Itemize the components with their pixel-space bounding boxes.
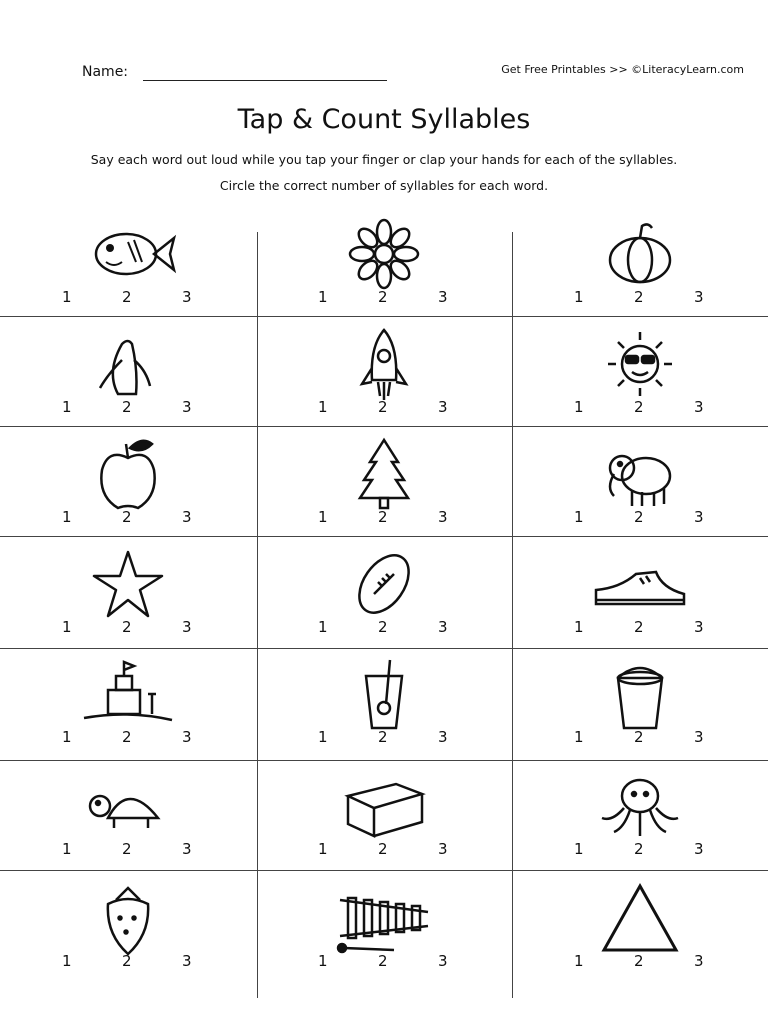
- choice-2[interactable]: 2: [634, 508, 644, 526]
- credit-text: Get Free Printables >> ©LiteracyLearn.com: [501, 63, 744, 76]
- choice-3[interactable]: 3: [438, 840, 448, 858]
- rocket-icon: [334, 324, 434, 404]
- syllable-item: [0, 872, 256, 982]
- instruction-line-2: Circle the correct number of syllables for each word.: [219, 178, 549, 193]
- choice-3[interactable]: 3: [182, 840, 192, 858]
- choice-2[interactable]: 2: [122, 840, 132, 858]
- choice-2[interactable]: 2: [378, 288, 388, 306]
- syllable-item: [256, 428, 512, 538]
- shoe-icon: [590, 544, 690, 624]
- choice-2[interactable]: 2: [634, 288, 644, 306]
- syllable-item: [256, 318, 512, 428]
- octopus-icon: [590, 766, 690, 846]
- choice-1[interactable]: 1: [574, 952, 584, 970]
- choice-1[interactable]: 1: [62, 398, 72, 416]
- syllable-grid: [0, 208, 768, 998]
- syllable-item: [256, 872, 512, 982]
- choice-1[interactable]: 1: [318, 728, 328, 746]
- choice-1[interactable]: 1: [62, 618, 72, 636]
- row-divider: [0, 870, 768, 871]
- choice-2[interactable]: 2: [122, 288, 132, 306]
- flower-icon: [334, 214, 434, 294]
- syllable-item: [512, 538, 768, 648]
- triangle-icon: [590, 878, 690, 958]
- choice-3[interactable]: 3: [694, 508, 704, 526]
- syllable-item: [256, 538, 512, 648]
- choice-2[interactable]: 2: [634, 618, 644, 636]
- choice-3[interactable]: 3: [438, 288, 448, 306]
- choice-2[interactable]: 2: [378, 508, 388, 526]
- syllable-item: [512, 760, 768, 870]
- sun-icon: [590, 324, 690, 404]
- choice-1[interactable]: 1: [318, 398, 328, 416]
- choice-3[interactable]: 3: [182, 288, 192, 306]
- choice-3[interactable]: 3: [694, 398, 704, 416]
- name-line[interactable]: [143, 80, 387, 81]
- choice-3[interactable]: 3: [182, 508, 192, 526]
- syllable-item: [512, 428, 768, 538]
- choice-3[interactable]: 3: [438, 728, 448, 746]
- choice-2[interactable]: 2: [378, 728, 388, 746]
- syllable-item: [0, 428, 256, 538]
- choice-2[interactable]: 2: [122, 398, 132, 416]
- choice-1[interactable]: 1: [62, 952, 72, 970]
- syllable-item: [256, 648, 512, 758]
- choice-1[interactable]: 1: [318, 952, 328, 970]
- choice-3[interactable]: 3: [182, 952, 192, 970]
- syllable-item: [0, 648, 256, 758]
- choice-1[interactable]: 1: [574, 288, 584, 306]
- book-icon: [334, 766, 434, 846]
- choice-2[interactable]: 2: [634, 398, 644, 416]
- choice-1[interactable]: 1: [318, 288, 328, 306]
- syllable-item: [512, 318, 768, 428]
- choice-1[interactable]: 1: [318, 508, 328, 526]
- choice-3[interactable]: 3: [694, 952, 704, 970]
- choice-1[interactable]: 1: [62, 728, 72, 746]
- choice-3[interactable]: 3: [694, 618, 704, 636]
- fish-icon: [78, 214, 178, 294]
- choice-2[interactable]: 2: [122, 728, 132, 746]
- choice-1[interactable]: 1: [318, 618, 328, 636]
- page-title: Tap & Count Syllables: [237, 104, 531, 135]
- sandcastle-icon: [78, 654, 178, 734]
- choice-3[interactable]: 3: [694, 288, 704, 306]
- pumpkin-icon: [590, 214, 690, 294]
- choice-1[interactable]: 1: [318, 840, 328, 858]
- football-icon: [334, 544, 434, 624]
- name-label: Name:: [82, 64, 129, 80]
- choice-3[interactable]: 3: [182, 728, 192, 746]
- choice-2[interactable]: 2: [122, 508, 132, 526]
- syllable-item: [512, 872, 768, 982]
- choice-2[interactable]: 2: [634, 840, 644, 858]
- choice-2[interactable]: 2: [634, 728, 644, 746]
- choice-1[interactable]: 1: [62, 288, 72, 306]
- bucket-icon: [590, 654, 690, 734]
- choice-1[interactable]: 1: [574, 398, 584, 416]
- elephant-icon: [590, 434, 690, 514]
- xylophone-icon: [334, 878, 434, 958]
- syllable-item: [0, 538, 256, 648]
- apple-icon: [78, 434, 178, 514]
- syllable-item: [512, 208, 768, 318]
- choice-1[interactable]: 1: [574, 508, 584, 526]
- choice-2[interactable]: 2: [378, 840, 388, 858]
- syllable-item: [512, 648, 768, 758]
- choice-3[interactable]: 3: [438, 952, 448, 970]
- choice-2[interactable]: 2: [378, 952, 388, 970]
- choice-1[interactable]: 1: [574, 728, 584, 746]
- choice-1[interactable]: 1: [574, 618, 584, 636]
- choice-3[interactable]: 3: [694, 840, 704, 858]
- choice-2[interactable]: 2: [378, 398, 388, 416]
- choice-3[interactable]: 3: [182, 398, 192, 416]
- choice-3[interactable]: 3: [438, 618, 448, 636]
- syllable-item: [256, 760, 512, 870]
- choice-2[interactable]: 2: [122, 618, 132, 636]
- syllable-item: [0, 208, 256, 318]
- starfish-icon: [78, 544, 178, 624]
- choice-3[interactable]: 3: [438, 398, 448, 416]
- juice-icon: [334, 654, 434, 734]
- choice-2[interactable]: 2: [634, 952, 644, 970]
- banana-icon: [78, 324, 178, 404]
- tree-icon: [334, 434, 434, 514]
- choice-1[interactable]: 1: [62, 508, 72, 526]
- choice-2[interactable]: 2: [378, 618, 388, 636]
- strawberry-icon: [78, 878, 178, 958]
- syllable-item: [256, 208, 512, 318]
- instruction-line-1: Say each word out loud while you tap your finger or clap your hands for each of the syllables.: [90, 152, 678, 167]
- choice-1[interactable]: 1: [62, 840, 72, 858]
- syllable-item: [0, 318, 256, 428]
- choice-3[interactable]: 3: [438, 508, 448, 526]
- choice-3[interactable]: 3: [694, 728, 704, 746]
- choice-1[interactable]: 1: [574, 840, 584, 858]
- syllable-item: [0, 760, 256, 870]
- turtle-icon: [78, 766, 178, 846]
- choice-2[interactable]: 2: [122, 952, 132, 970]
- choice-3[interactable]: 3: [182, 618, 192, 636]
